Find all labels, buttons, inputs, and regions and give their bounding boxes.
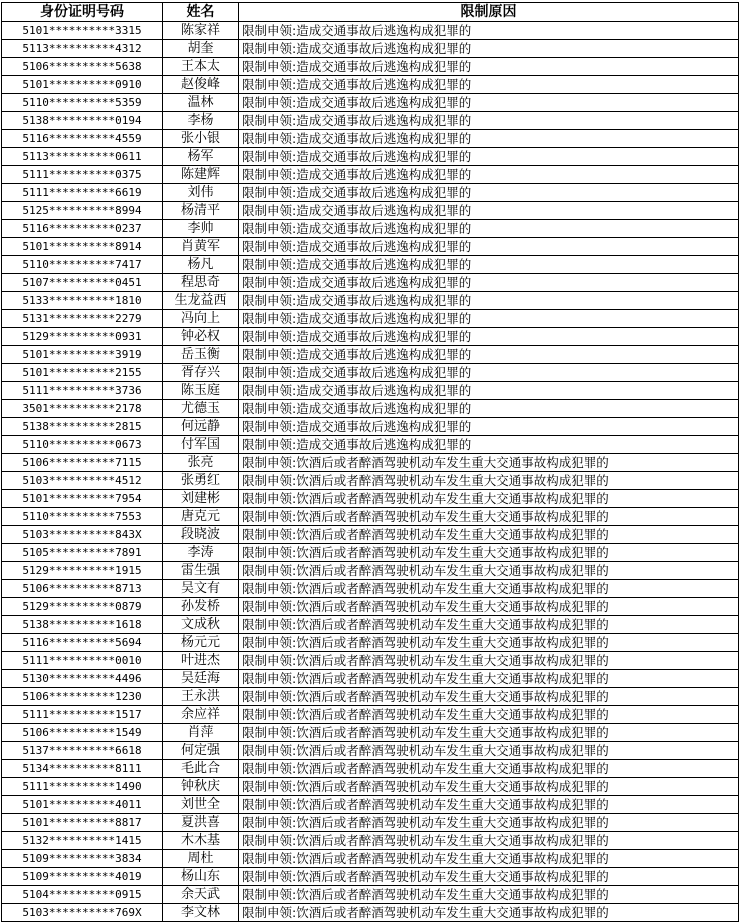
reason-cell: 限制申领:饮酒后或者醉酒驾驶机动车发生重大交通事故构成犯罪的: [239, 652, 739, 670]
name-cell: 陈建辉: [163, 166, 239, 184]
table-row: [2, 58, 739, 76]
id-number-cell: 5111**********6619: [2, 184, 163, 202]
header-id-number: 身份证明号码: [2, 3, 163, 22]
table-row: [2, 112, 739, 130]
table-row: [2, 562, 739, 580]
table-row: [2, 292, 739, 310]
table-row: [2, 310, 739, 328]
reason-cell: 限制申领:造成交通事故后逃逸构成犯罪的: [239, 166, 739, 184]
table-row: [2, 832, 739, 850]
restriction-table: [1, 2, 739, 922]
table-row: [2, 490, 739, 508]
id-number-cell: 5138**********2815: [2, 418, 163, 436]
name-cell: 胥存兴: [163, 364, 239, 382]
table-row: [2, 148, 739, 166]
reason-cell: 限制申领:饮酒后或者醉酒驾驶机动车发生重大交通事故构成犯罪的: [239, 634, 739, 652]
name-cell: 陈玉庭: [163, 382, 239, 400]
id-number-cell: 5101**********8914: [2, 238, 163, 256]
id-number-cell: 5101**********2155: [2, 364, 163, 382]
name-cell: 冯向上: [163, 310, 239, 328]
reason-cell: 限制申领:饮酒后或者醉酒驾驶机动车发生重大交通事故构成犯罪的: [239, 544, 739, 562]
id-number-cell: 5134**********8111: [2, 760, 163, 778]
id-number-cell: 5101**********8817: [2, 814, 163, 832]
name-cell: 何远静: [163, 418, 239, 436]
table-row: [2, 202, 739, 220]
table-row: [2, 166, 739, 184]
name-cell: 刘世全: [163, 796, 239, 814]
id-number-cell: 5137**********6618: [2, 742, 163, 760]
table-row: [2, 724, 739, 742]
name-cell: 杨清平: [163, 202, 239, 220]
id-number-cell: 5130**********4496: [2, 670, 163, 688]
reason-cell: 限制申领:造成交通事故后逃逸构成犯罪的: [239, 184, 739, 202]
reason-cell: 限制申领:造成交通事故后逃逸构成犯罪的: [239, 40, 739, 58]
id-number-cell: 5101**********7954: [2, 490, 163, 508]
name-cell: 吴文有: [163, 580, 239, 598]
id-number-cell: 5138**********1618: [2, 616, 163, 634]
table-row: [2, 778, 739, 796]
name-cell: 王永洪: [163, 688, 239, 706]
id-number-cell: 5103**********843X: [2, 526, 163, 544]
table-row: [2, 400, 739, 418]
reason-cell: 限制申领:饮酒后或者醉酒驾驶机动车发生重大交通事故构成犯罪的: [239, 724, 739, 742]
name-cell: 张小银: [163, 130, 239, 148]
id-number-cell: 5111**********3736: [2, 382, 163, 400]
id-number-cell: 5133**********1810: [2, 292, 163, 310]
id-number-cell: 5105**********7891: [2, 544, 163, 562]
table-row: [2, 220, 739, 238]
name-cell: 付军国: [163, 436, 239, 454]
id-number-cell: 5106**********1230: [2, 688, 163, 706]
table-row: [2, 346, 739, 364]
name-cell: 段晓波: [163, 526, 239, 544]
table-row: [2, 634, 739, 652]
name-cell: 毛此合: [163, 760, 239, 778]
table-row: [2, 76, 739, 94]
reason-cell: 限制申领:饮酒后或者醉酒驾驶机动车发生重大交通事故构成犯罪的: [239, 814, 739, 832]
name-cell: 张亮: [163, 454, 239, 472]
id-number-cell: 5138**********0194: [2, 112, 163, 130]
table-row: [2, 598, 739, 616]
reason-cell: 限制申领:饮酒后或者醉酒驾驶机动车发生重大交通事故构成犯罪的: [239, 886, 739, 904]
name-cell: 吴廷海: [163, 670, 239, 688]
table-row: [2, 850, 739, 868]
table-row: [2, 274, 739, 292]
id-number-cell: 5111**********1517: [2, 706, 163, 724]
table-row: [2, 814, 739, 832]
table-row: [2, 472, 739, 490]
id-number-cell: 5111**********1490: [2, 778, 163, 796]
reason-cell: 限制申领:造成交通事故后逃逸构成犯罪的: [239, 256, 739, 274]
table-row: [2, 238, 739, 256]
reason-cell: 限制申领:饮酒后或者醉酒驾驶机动车发生重大交通事故构成犯罪的: [239, 472, 739, 490]
table-row: [2, 40, 739, 58]
id-number-cell: 5101**********4011: [2, 796, 163, 814]
name-cell: 生龙益西: [163, 292, 239, 310]
id-number-cell: 5106**********5638: [2, 58, 163, 76]
id-number-cell: 5110**********0673: [2, 436, 163, 454]
reason-cell: 限制申领:饮酒后或者醉酒驾驶机动车发生重大交通事故构成犯罪的: [239, 670, 739, 688]
header-reason: 限制原因: [239, 3, 739, 22]
id-number-cell: 5106**********7115: [2, 454, 163, 472]
table-row: [2, 130, 739, 148]
id-number-cell: 5106**********1549: [2, 724, 163, 742]
id-number-cell: 5106**********8713: [2, 580, 163, 598]
reason-cell: 限制申领:造成交通事故后逃逸构成犯罪的: [239, 220, 739, 238]
table-row: [2, 454, 739, 472]
table-row: [2, 580, 739, 598]
table-row: [2, 328, 739, 346]
id-number-cell: 5129**********0879: [2, 598, 163, 616]
reason-cell: 限制申领:造成交通事故后逃逸构成犯罪的: [239, 436, 739, 454]
table-row: [2, 904, 739, 922]
id-number-cell: 5131**********2279: [2, 310, 163, 328]
name-cell: 钟秋庆: [163, 778, 239, 796]
id-number-cell: 5129**********1915: [2, 562, 163, 580]
reason-cell: 限制申领:饮酒后或者醉酒驾驶机动车发生重大交通事故构成犯罪的: [239, 904, 739, 922]
name-cell: 尤德玉: [163, 400, 239, 418]
id-number-cell: 5113**********4312: [2, 40, 163, 58]
reason-cell: 限制申领:造成交通事故后逃逸构成犯罪的: [239, 382, 739, 400]
table-row: [2, 382, 739, 400]
name-cell: 刘建彬: [163, 490, 239, 508]
name-cell: 程思奇: [163, 274, 239, 292]
table-row: [2, 508, 739, 526]
id-number-cell: 5107**********0451: [2, 274, 163, 292]
id-number-cell: 5111**********0010: [2, 652, 163, 670]
reason-cell: 限制申领:饮酒后或者醉酒驾驶机动车发生重大交通事故构成犯罪的: [239, 850, 739, 868]
reason-cell: 限制申领:饮酒后或者醉酒驾驶机动车发生重大交通事故构成犯罪的: [239, 688, 739, 706]
id-number-cell: 5110**********5359: [2, 94, 163, 112]
name-cell: 周杜: [163, 850, 239, 868]
id-number-cell: 5132**********1415: [2, 832, 163, 850]
id-number-cell: 5125**********8994: [2, 202, 163, 220]
table-row: [2, 184, 739, 202]
table-row: [2, 886, 739, 904]
reason-cell: 限制申领:饮酒后或者醉酒驾驶机动车发生重大交通事故构成犯罪的: [239, 760, 739, 778]
reason-cell: 限制申领:饮酒后或者醉酒驾驶机动车发生重大交通事故构成犯罪的: [239, 796, 739, 814]
header-name: 姓名: [163, 3, 239, 22]
reason-cell: 限制申领:造成交通事故后逃逸构成犯罪的: [239, 310, 739, 328]
reason-cell: 限制申领:饮酒后或者醉酒驾驶机动车发生重大交通事故构成犯罪的: [239, 598, 739, 616]
id-number-cell: 5110**********7417: [2, 256, 163, 274]
reason-cell: 限制申领:造成交通事故后逃逸构成犯罪的: [239, 418, 739, 436]
table-row: [2, 616, 739, 634]
name-cell: 赵俊峰: [163, 76, 239, 94]
reason-cell: 限制申领:造成交通事故后逃逸构成犯罪的: [239, 400, 739, 418]
id-number-cell: 5116**********0237: [2, 220, 163, 238]
name-cell: 木木基: [163, 832, 239, 850]
reason-cell: 限制申领:饮酒后或者醉酒驾驶机动车发生重大交通事故构成犯罪的: [239, 778, 739, 796]
reason-cell: 限制申领:造成交通事故后逃逸构成犯罪的: [239, 22, 739, 40]
id-number-cell: 5129**********0931: [2, 328, 163, 346]
reason-cell: 限制申领:造成交通事故后逃逸构成犯罪的: [239, 130, 739, 148]
name-cell: 孙发桥: [163, 598, 239, 616]
name-cell: 李涛: [163, 544, 239, 562]
id-number-cell: 5109**********4019: [2, 868, 163, 886]
name-cell: 叶进杰: [163, 652, 239, 670]
reason-cell: 限制申领:饮酒后或者醉酒驾驶机动车发生重大交通事故构成犯罪的: [239, 616, 739, 634]
name-cell: 余天武: [163, 886, 239, 904]
name-cell: 肖萍: [163, 724, 239, 742]
reason-cell: 限制申领:造成交通事故后逃逸构成犯罪的: [239, 238, 739, 256]
reason-cell: 限制申领:造成交通事故后逃逸构成犯罪的: [239, 346, 739, 364]
reason-cell: 限制申领:造成交通事故后逃逸构成犯罪的: [239, 94, 739, 112]
table-row: [2, 742, 739, 760]
table-row: [2, 22, 739, 40]
name-cell: 肖黄军: [163, 238, 239, 256]
reason-cell: 限制申领:造成交通事故后逃逸构成犯罪的: [239, 76, 739, 94]
reason-cell: 限制申领:饮酒后或者醉酒驾驶机动车发生重大交通事故构成犯罪的: [239, 562, 739, 580]
table-row: [2, 436, 739, 454]
reason-cell: 限制申领:造成交通事故后逃逸构成犯罪的: [239, 364, 739, 382]
name-cell: 陈家祥: [163, 22, 239, 40]
table-row: [2, 652, 739, 670]
id-number-cell: 5101**********0910: [2, 76, 163, 94]
reason-cell: 限制申领:造成交通事故后逃逸构成犯罪的: [239, 328, 739, 346]
reason-cell: 限制申领:饮酒后或者醉酒驾驶机动车发生重大交通事故构成犯罪的: [239, 526, 739, 544]
table-row: [2, 796, 739, 814]
reason-cell: 限制申领:造成交通事故后逃逸构成犯罪的: [239, 202, 739, 220]
table-row: [2, 868, 739, 886]
name-cell: 岳玉衡: [163, 346, 239, 364]
table-row: [2, 706, 739, 724]
name-cell: 夏洪喜: [163, 814, 239, 832]
reason-cell: 限制申领:饮酒后或者醉酒驾驶机动车发生重大交通事故构成犯罪的: [239, 580, 739, 598]
id-number-cell: 5103**********4512: [2, 472, 163, 490]
table-row: [2, 688, 739, 706]
reason-cell: 限制申领:饮酒后或者醉酒驾驶机动车发生重大交通事故构成犯罪的: [239, 490, 739, 508]
table-row: [2, 364, 739, 382]
name-cell: 温林: [163, 94, 239, 112]
name-cell: 李杨: [163, 112, 239, 130]
reason-cell: 限制申领:造成交通事故后逃逸构成犯罪的: [239, 112, 739, 130]
name-cell: 杨军: [163, 148, 239, 166]
id-number-cell: 5109**********3834: [2, 850, 163, 868]
name-cell: 雷生强: [163, 562, 239, 580]
name-cell: 杨山东: [163, 868, 239, 886]
reason-cell: 限制申领:造成交通事故后逃逸构成犯罪的: [239, 148, 739, 166]
id-number-cell: 3501**********2178: [2, 400, 163, 418]
table-row: [2, 760, 739, 778]
reason-cell: 限制申领:造成交通事故后逃逸构成犯罪的: [239, 274, 739, 292]
name-cell: 何定强: [163, 742, 239, 760]
id-number-cell: 5111**********0375: [2, 166, 163, 184]
reason-cell: 限制申领:饮酒后或者醉酒驾驶机动车发生重大交通事故构成犯罪的: [239, 868, 739, 886]
id-number-cell: 5116**********5694: [2, 634, 163, 652]
id-number-cell: 5104**********0915: [2, 886, 163, 904]
table-row: [2, 256, 739, 274]
name-cell: 杨元元: [163, 634, 239, 652]
name-cell: 唐克元: [163, 508, 239, 526]
name-cell: 钟必权: [163, 328, 239, 346]
reason-cell: 限制申领:造成交通事故后逃逸构成犯罪的: [239, 292, 739, 310]
table-row: [2, 526, 739, 544]
reason-cell: 限制申领:饮酒后或者醉酒驾驶机动车发生重大交通事故构成犯罪的: [239, 832, 739, 850]
id-number-cell: 5116**********4559: [2, 130, 163, 148]
table-row: [2, 418, 739, 436]
name-cell: 李文林: [163, 904, 239, 922]
name-cell: 张勇红: [163, 472, 239, 490]
table-row: [2, 670, 739, 688]
name-cell: 王本太: [163, 58, 239, 76]
reason-cell: 限制申领:饮酒后或者醉酒驾驶机动车发生重大交通事故构成犯罪的: [239, 706, 739, 724]
name-cell: 刘伟: [163, 184, 239, 202]
id-number-cell: 5101**********3315: [2, 22, 163, 40]
id-number-cell: 5103**********769X: [2, 904, 163, 922]
name-cell: 文成秋: [163, 616, 239, 634]
id-number-cell: 5110**********7553: [2, 508, 163, 526]
reason-cell: 限制申领:饮酒后或者醉酒驾驶机动车发生重大交通事故构成犯罪的: [239, 454, 739, 472]
id-number-cell: 5113**********0611: [2, 148, 163, 166]
id-number-cell: 5101**********3919: [2, 346, 163, 364]
table-row: [2, 94, 739, 112]
table-row: [2, 544, 739, 562]
reason-cell: 限制申领:造成交通事故后逃逸构成犯罪的: [239, 58, 739, 76]
header-row: [2, 3, 739, 22]
name-cell: 余应祥: [163, 706, 239, 724]
name-cell: 杨凡: [163, 256, 239, 274]
reason-cell: 限制申领:饮酒后或者醉酒驾驶机动车发生重大交通事故构成犯罪的: [239, 508, 739, 526]
reason-cell: 限制申领:饮酒后或者醉酒驾驶机动车发生重大交通事故构成犯罪的: [239, 742, 739, 760]
name-cell: 李帅: [163, 220, 239, 238]
name-cell: 胡奎: [163, 40, 239, 58]
